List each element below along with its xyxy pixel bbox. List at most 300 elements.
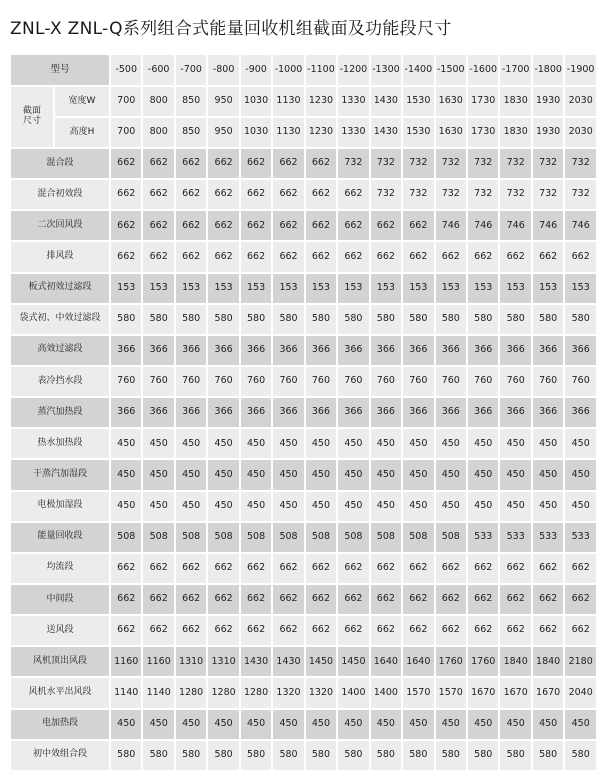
- table-cell: 1140: [111, 678, 141, 707]
- row-label: 送风段: [11, 616, 109, 645]
- table-cell: 732: [533, 180, 563, 209]
- model-header-cell: -1100: [306, 55, 336, 85]
- model-header-cell: -1800: [533, 55, 563, 85]
- table-cell: 1450: [306, 647, 336, 676]
- table-cell: 662: [111, 180, 141, 209]
- table-cell: 662: [565, 585, 596, 614]
- table-cell: 153: [208, 274, 238, 303]
- table-cell: 366: [468, 336, 498, 365]
- table-cell: 662: [306, 211, 336, 240]
- table-cell: 662: [208, 242, 238, 271]
- table-cell: 1630: [436, 118, 466, 147]
- table-cell: 732: [371, 180, 401, 209]
- table-body: [11, 55, 596, 770]
- table-cell: 1280: [208, 678, 238, 707]
- table-cell: 580: [565, 305, 596, 334]
- table-cell: 153: [403, 274, 433, 303]
- row-label: 排风段: [11, 242, 109, 271]
- table-cell: 662: [176, 180, 206, 209]
- table-cell: 1230: [306, 87, 336, 116]
- table-cell: 450: [111, 710, 141, 739]
- table-cell: 1330: [338, 118, 368, 147]
- table-cell: 580: [533, 305, 563, 334]
- table-cell: 450: [143, 492, 173, 521]
- table-cell: 366: [273, 398, 303, 427]
- table-cell: 662: [241, 616, 271, 645]
- table-cell: 760: [533, 367, 563, 396]
- table-cell: 732: [371, 149, 401, 178]
- table-cell: 366: [500, 398, 530, 427]
- model-header-cell: -800: [208, 55, 238, 85]
- table-cell: 662: [565, 242, 596, 271]
- table-cell: 508: [338, 523, 368, 552]
- table-cell: 662: [143, 554, 173, 583]
- table-cell: 662: [565, 554, 596, 583]
- table-cell: 450: [176, 710, 206, 739]
- table-cell: 450: [273, 429, 303, 458]
- table-cell: 580: [338, 741, 368, 770]
- table-cell: 662: [143, 211, 173, 240]
- table-cell: 662: [306, 585, 336, 614]
- table-cell: 366: [111, 398, 141, 427]
- model-header-cell: -1400: [403, 55, 433, 85]
- table-cell: 662: [176, 616, 206, 645]
- table-cell: 1570: [403, 678, 433, 707]
- table-cell: 450: [338, 710, 368, 739]
- table-cell: 450: [565, 492, 596, 521]
- table-cell: 662: [533, 554, 563, 583]
- table-row: [11, 398, 596, 427]
- table-cell: 450: [273, 710, 303, 739]
- table-cell: 1930: [533, 118, 563, 147]
- table-cell: 746: [533, 211, 563, 240]
- table-cell: 662: [143, 149, 173, 178]
- table-row: [11, 211, 596, 240]
- table-cell: 1130: [273, 87, 303, 116]
- table-cell: 662: [273, 554, 303, 583]
- table-cell: 450: [403, 460, 433, 489]
- table-cell: 508: [436, 523, 466, 552]
- table-cell: 700: [111, 118, 141, 147]
- table-cell: 1030: [241, 87, 271, 116]
- table-cell: 450: [371, 460, 401, 489]
- table-cell: 2030: [565, 87, 596, 116]
- table-cell: 508: [143, 523, 173, 552]
- table-row: [11, 710, 596, 739]
- table-cell: 450: [371, 492, 401, 521]
- table-cell: 1830: [500, 118, 530, 147]
- table-cell: 850: [176, 118, 206, 147]
- model-header-cell: -1600: [468, 55, 498, 85]
- table-row: [11, 242, 596, 271]
- table-cell: 1530: [403, 87, 433, 116]
- table-cell: 450: [143, 710, 173, 739]
- table-cell: 662: [500, 554, 530, 583]
- table-cell: 580: [338, 305, 368, 334]
- table-cell: 732: [403, 149, 433, 178]
- table-cell: 1320: [306, 678, 336, 707]
- table-cell: 662: [371, 616, 401, 645]
- table-cell: 700: [111, 87, 141, 116]
- table-cell: 1840: [500, 647, 530, 676]
- table-cell: 580: [176, 741, 206, 770]
- table-cell: 366: [241, 336, 271, 365]
- table-cell: 450: [436, 460, 466, 489]
- table-cell: 1730: [468, 118, 498, 147]
- table-cell: 366: [338, 336, 368, 365]
- table-row: [11, 678, 596, 707]
- table-cell: 1930: [533, 87, 563, 116]
- table-cell: 760: [176, 367, 206, 396]
- model-header-cell: -1000: [273, 55, 303, 85]
- table-cell: 580: [143, 741, 173, 770]
- table-cell: 450: [143, 460, 173, 489]
- table-cell: 662: [468, 585, 498, 614]
- table-cell: 153: [111, 274, 141, 303]
- table-row: [11, 274, 596, 303]
- table-cell: 760: [241, 367, 271, 396]
- table-cell: 662: [500, 616, 530, 645]
- table-cell: 450: [143, 429, 173, 458]
- table-cell: 450: [533, 460, 563, 489]
- table-cell: 450: [338, 429, 368, 458]
- table-cell: 662: [176, 242, 206, 271]
- table-cell: 580: [273, 741, 303, 770]
- table-cell: 580: [371, 305, 401, 334]
- dimension-table: [9, 53, 598, 772]
- model-header-cell: -1300: [371, 55, 401, 85]
- table-cell: 580: [468, 305, 498, 334]
- table-cell: 580: [176, 305, 206, 334]
- table-cell: 662: [468, 616, 498, 645]
- table-cell: 366: [403, 398, 433, 427]
- table-cell: 508: [403, 523, 433, 552]
- table-cell: 366: [273, 336, 303, 365]
- table-cell: 662: [500, 242, 530, 271]
- table-cell: 662: [176, 149, 206, 178]
- table-cell: 366: [533, 398, 563, 427]
- table-row: [11, 460, 596, 489]
- table-cell: 153: [371, 274, 401, 303]
- model-header-cell: -1900: [565, 55, 596, 85]
- table-cell: 662: [403, 585, 433, 614]
- table-cell: 662: [273, 180, 303, 209]
- table-cell: 450: [500, 429, 530, 458]
- table-cell: 1760: [436, 647, 466, 676]
- table-cell: 450: [371, 710, 401, 739]
- table-cell: 450: [403, 429, 433, 458]
- table-cell: 662: [176, 211, 206, 240]
- table-cell: 662: [338, 585, 368, 614]
- table-cell: 732: [403, 180, 433, 209]
- table-cell: 760: [403, 367, 433, 396]
- table-cell: 580: [436, 741, 466, 770]
- table-cell: 1670: [533, 678, 563, 707]
- table-cell: 153: [143, 274, 173, 303]
- table-cell: 366: [111, 336, 141, 365]
- table-cell: 732: [338, 149, 368, 178]
- table-cell: 2180: [565, 647, 596, 676]
- table-cell: 153: [338, 274, 368, 303]
- table-cell: 1160: [111, 647, 141, 676]
- table-cell: 732: [500, 149, 530, 178]
- table-cell: 662: [208, 149, 238, 178]
- table-cell: 1230: [306, 118, 336, 147]
- row-label: 混合初效段: [11, 180, 109, 209]
- table-cell: 508: [176, 523, 206, 552]
- table-cell: 450: [371, 429, 401, 458]
- table-cell: 850: [176, 87, 206, 116]
- table-cell: 1450: [338, 647, 368, 676]
- table-cell: 662: [241, 242, 271, 271]
- table-cell: 450: [468, 429, 498, 458]
- table-cell: 450: [306, 460, 336, 489]
- row-label: 风机水平出风段: [11, 678, 109, 707]
- table-cell: 760: [500, 367, 530, 396]
- row-label: 初中效组合段: [11, 741, 109, 770]
- model-header-cell: -600: [143, 55, 173, 85]
- table-cell: 450: [436, 492, 466, 521]
- table-cell: 662: [533, 616, 563, 645]
- table-cell: 2030: [565, 118, 596, 147]
- section-size-label-line2: 尺寸: [22, 116, 41, 126]
- table-cell: 450: [208, 492, 238, 521]
- table-cell: 450: [111, 460, 141, 489]
- table-cell: 450: [338, 492, 368, 521]
- table-cell: 662: [208, 211, 238, 240]
- model-header-cell: -1200: [338, 55, 368, 85]
- table-row: [11, 429, 596, 458]
- table-cell: 450: [306, 429, 336, 458]
- table-cell: 662: [403, 211, 433, 240]
- table-cell: 580: [436, 305, 466, 334]
- table-cell: 450: [111, 492, 141, 521]
- table-cell: 1570: [436, 678, 466, 707]
- table-cell: 662: [111, 616, 141, 645]
- table-cell: 662: [371, 554, 401, 583]
- table-row: [11, 616, 596, 645]
- table-cell: 450: [565, 710, 596, 739]
- table-cell: 1160: [143, 647, 173, 676]
- table-row: [11, 149, 596, 178]
- row-label: 混合段: [11, 149, 109, 178]
- table-cell: 662: [306, 242, 336, 271]
- table-row: [11, 492, 596, 521]
- table-cell: 662: [241, 149, 271, 178]
- table-cell: 580: [241, 741, 271, 770]
- table-cell: 760: [273, 367, 303, 396]
- table-cell: 450: [241, 492, 271, 521]
- table-cell: 450: [436, 710, 466, 739]
- row-label: 电极加湿段: [11, 492, 109, 521]
- table-cell: 450: [306, 492, 336, 521]
- table-cell: 366: [306, 398, 336, 427]
- table-cell: 153: [273, 274, 303, 303]
- table-cell: 153: [500, 274, 530, 303]
- height-row: [11, 118, 596, 147]
- table-cell: 508: [111, 523, 141, 552]
- table-cell: 1430: [371, 118, 401, 147]
- table-cell: 1280: [176, 678, 206, 707]
- table-cell: 366: [143, 336, 173, 365]
- table-cell: 366: [371, 398, 401, 427]
- table-cell: 662: [111, 242, 141, 271]
- table-cell: 366: [176, 398, 206, 427]
- table-cell: 800: [143, 118, 173, 147]
- table-cell: 450: [468, 460, 498, 489]
- table-cell: 732: [436, 149, 466, 178]
- table-cell: 662: [273, 242, 303, 271]
- row-label: 风机顶出风段: [11, 647, 109, 676]
- table-cell: 662: [208, 554, 238, 583]
- table-cell: 800: [143, 87, 173, 116]
- table-cell: 662: [371, 211, 401, 240]
- model-header-cell: -1500: [436, 55, 466, 85]
- table-row: [11, 741, 596, 770]
- table-row: [11, 367, 596, 396]
- table-cell: 662: [338, 211, 368, 240]
- table-cell: 662: [273, 149, 303, 178]
- table-cell: 1640: [371, 647, 401, 676]
- table-cell: 450: [403, 492, 433, 521]
- table-cell: 1670: [468, 678, 498, 707]
- table-cell: 450: [208, 460, 238, 489]
- table-cell: 662: [143, 585, 173, 614]
- table-cell: 1760: [468, 647, 498, 676]
- table-cell: 732: [533, 149, 563, 178]
- table-cell: 153: [176, 274, 206, 303]
- table-cell: 450: [176, 492, 206, 521]
- table-cell: 533: [533, 523, 563, 552]
- table-cell: 1400: [371, 678, 401, 707]
- width-row: [11, 87, 596, 116]
- table-cell: 580: [500, 305, 530, 334]
- table-cell: 450: [241, 710, 271, 739]
- table-cell: 153: [565, 274, 596, 303]
- table-cell: 662: [371, 585, 401, 614]
- table-cell: 1840: [533, 647, 563, 676]
- table-cell: 366: [208, 398, 238, 427]
- table-cell: 1280: [241, 678, 271, 707]
- table-cell: 366: [371, 336, 401, 365]
- model-header-cell: -1700: [500, 55, 530, 85]
- row-label: 袋式初、中效过滤段: [11, 305, 109, 334]
- row-label: 二次回风段: [11, 211, 109, 240]
- table-cell: 760: [143, 367, 173, 396]
- table-row: [11, 554, 596, 583]
- table-cell: 732: [436, 180, 466, 209]
- table-cell: 366: [306, 336, 336, 365]
- table-cell: 366: [565, 336, 596, 365]
- table-cell: 450: [468, 492, 498, 521]
- table-cell: 662: [111, 149, 141, 178]
- table-row: [11, 647, 596, 676]
- table-cell: 450: [338, 460, 368, 489]
- table-cell: 662: [208, 616, 238, 645]
- table-row: [11, 523, 596, 552]
- table-cell: 450: [500, 460, 530, 489]
- table-cell: 732: [468, 149, 498, 178]
- table-cell: 662: [500, 585, 530, 614]
- table-cell: 950: [208, 118, 238, 147]
- table-cell: 533: [468, 523, 498, 552]
- table-cell: 662: [338, 180, 368, 209]
- table-cell: 662: [403, 554, 433, 583]
- table-cell: 366: [533, 336, 563, 365]
- table-cell: 662: [338, 242, 368, 271]
- table-cell: 450: [241, 429, 271, 458]
- table-cell: 662: [533, 585, 563, 614]
- table-cell: 450: [533, 429, 563, 458]
- table-cell: 580: [565, 741, 596, 770]
- table-cell: 153: [533, 274, 563, 303]
- table-cell: 1430: [273, 647, 303, 676]
- table-cell: 1140: [143, 678, 173, 707]
- table-cell: 508: [273, 523, 303, 552]
- table-cell: 662: [208, 585, 238, 614]
- table-cell: 580: [403, 741, 433, 770]
- row-label: 干蒸汽加湿段: [11, 460, 109, 489]
- table-cell: 1310: [176, 647, 206, 676]
- table-cell: 662: [143, 180, 173, 209]
- table-cell: 1640: [403, 647, 433, 676]
- table-cell: 450: [111, 429, 141, 458]
- row-label: 均流段: [11, 554, 109, 583]
- model-header-cell: -700: [176, 55, 206, 85]
- table-cell: 662: [338, 554, 368, 583]
- table-cell: 662: [306, 149, 336, 178]
- table-cell: 450: [468, 710, 498, 739]
- model-header-cell: -900: [241, 55, 271, 85]
- table-cell: 746: [500, 211, 530, 240]
- table-cell: 662: [565, 616, 596, 645]
- table-cell: 450: [208, 429, 238, 458]
- table-cell: 366: [468, 398, 498, 427]
- table-cell: 746: [565, 211, 596, 240]
- table-row: [11, 305, 596, 334]
- table-cell: 580: [403, 305, 433, 334]
- table-cell: 580: [306, 305, 336, 334]
- table-cell: 732: [565, 149, 596, 178]
- width-label: 宽度W: [55, 87, 109, 116]
- table-cell: 153: [436, 274, 466, 303]
- table-cell: 662: [533, 242, 563, 271]
- table-cell: 450: [533, 710, 563, 739]
- table-cell: 662: [176, 554, 206, 583]
- table-cell: 662: [306, 616, 336, 645]
- table-cell: 1130: [273, 118, 303, 147]
- table-cell: 580: [273, 305, 303, 334]
- table-cell: 580: [111, 741, 141, 770]
- table-cell: 366: [176, 336, 206, 365]
- table-cell: 366: [403, 336, 433, 365]
- table-cell: 662: [338, 616, 368, 645]
- table-cell: 1430: [371, 87, 401, 116]
- table-cell: 2040: [565, 678, 596, 707]
- table-cell: 662: [468, 242, 498, 271]
- table-cell: 662: [208, 180, 238, 209]
- table-cell: 153: [468, 274, 498, 303]
- table-cell: 366: [208, 336, 238, 365]
- table-cell: 662: [306, 554, 336, 583]
- table-cell: 662: [306, 180, 336, 209]
- model-header-label: 型号: [11, 55, 109, 85]
- table-cell: 508: [208, 523, 238, 552]
- table-cell: 1430: [241, 647, 271, 676]
- header-row: [11, 55, 596, 85]
- table-cell: 1670: [500, 678, 530, 707]
- table-cell: 580: [306, 741, 336, 770]
